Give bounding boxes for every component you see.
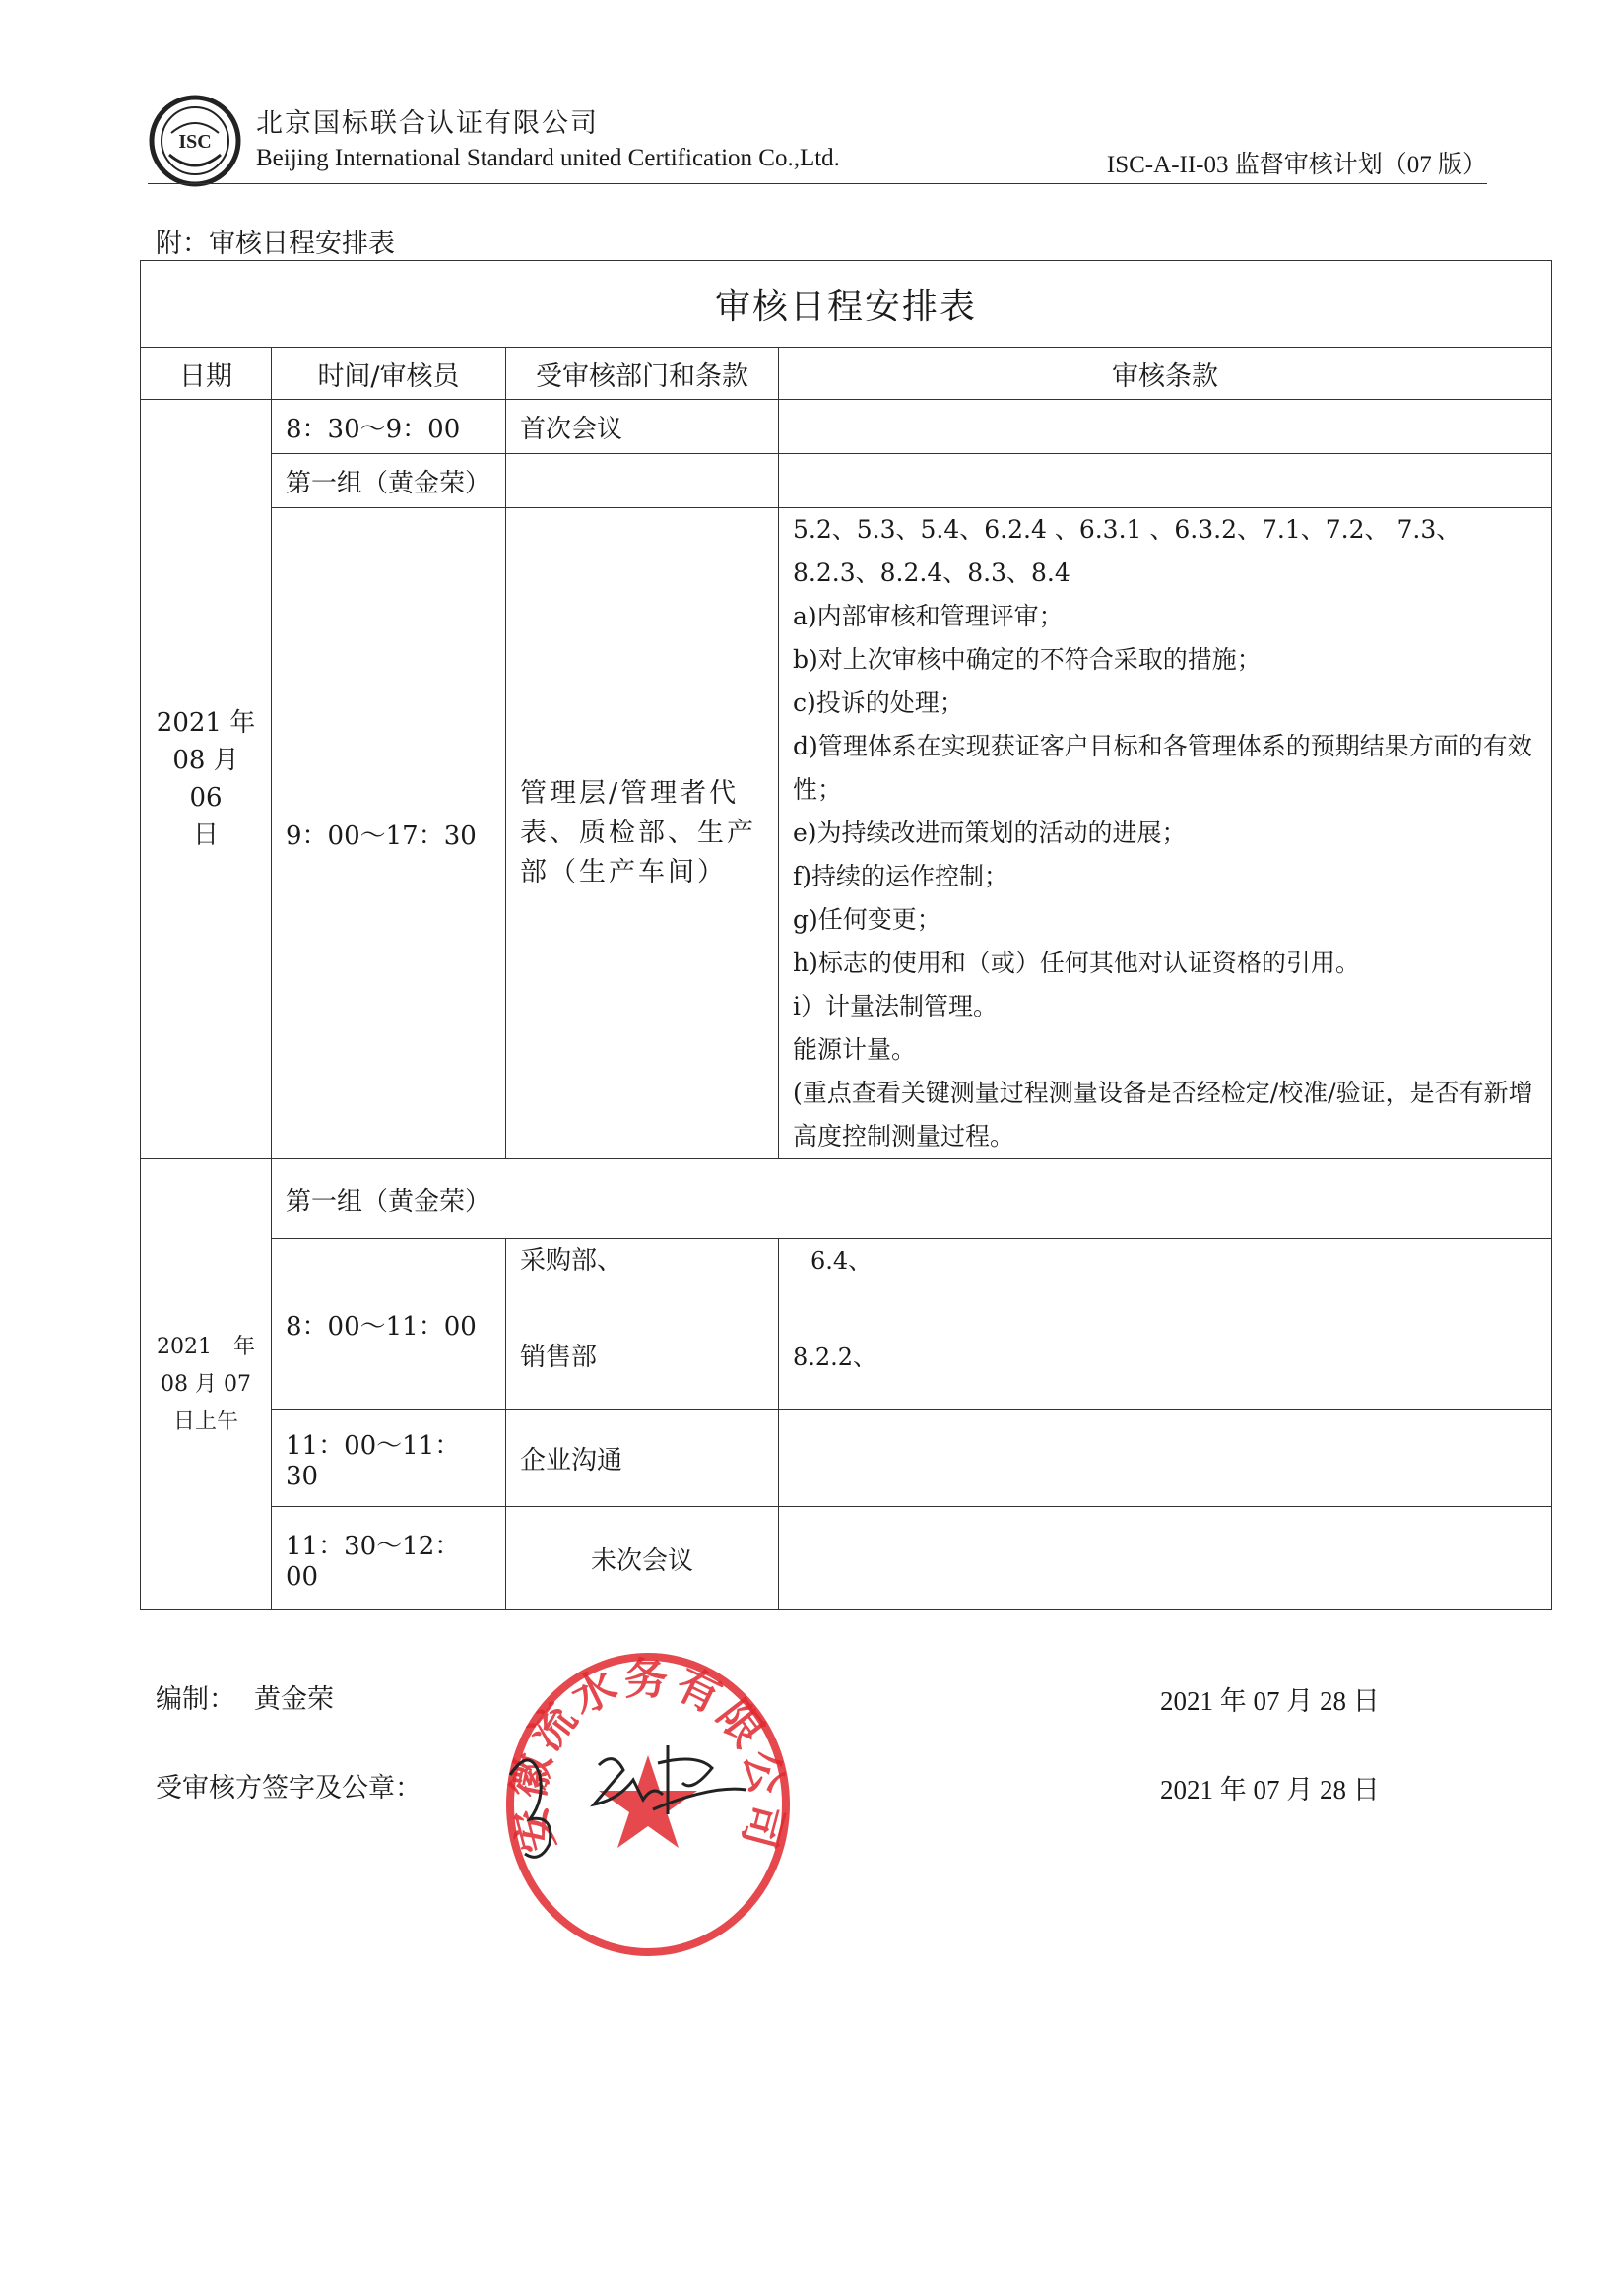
date-text: 08 月 06: [172, 746, 239, 813]
attachment-label: 附：审核日程安排表: [156, 229, 395, 259]
time-cell: 11：30～12：00: [272, 1507, 506, 1610]
svg-text:安徽流水务有限公司: 安徽流水务有限公司: [503, 1654, 793, 1858]
table-row: [141, 400, 1552, 454]
clause-line: c)投诉的处理；: [793, 689, 964, 717]
department-text: 采购部、: [520, 1246, 623, 1276]
auditor-group-cell: 第一组（黄金荣）: [272, 454, 506, 508]
company-name-en: Beijing International Standard united Certification Co.,Ltd.: [256, 145, 840, 171]
time-cell: 9：00～17：30: [272, 508, 506, 1159]
clause-line: e)为持续改进而策划的活动的进展；: [793, 819, 1187, 847]
table-row: [141, 454, 1552, 508]
date-text: 2021 年: [156, 708, 256, 738]
header-divider: [148, 183, 1487, 184]
clause-line: 能源计量。: [793, 1035, 917, 1064]
isc-logo-icon: [148, 94, 242, 188]
clause-list: [779, 508, 1552, 1159]
date-text: 日: [192, 820, 219, 850]
letterhead: [148, 94, 1487, 192]
auditee-date: 2021 年 07 月 28 日: [1160, 1775, 1380, 1804]
department-cell: [506, 1239, 779, 1410]
date-text: 日上午: [172, 1409, 238, 1434]
clause-cell: [779, 400, 1552, 454]
column-header-clauses: 审核条款: [779, 348, 1552, 400]
auditor-group-cell: 第一组（黄金荣）: [272, 1159, 1552, 1239]
table-row: [141, 1239, 1552, 1410]
clause-line: b)对上次审核中确定的不符合采取的措施；: [793, 645, 1262, 674]
department-cell: 企业沟通: [506, 1410, 779, 1507]
clause-line: d)管理体系在实现获证客户目标和各管理体系的预期结果方面的有效性；: [793, 732, 1532, 804]
clause-text: 6.4、: [810, 1247, 873, 1275]
department-cell: 管理层/管理者代表、质检部、生产部（生产车间）: [506, 508, 779, 1159]
column-header-department: 受审核部门和条款: [506, 348, 779, 400]
clause-line: a)内部审核和管理评审；: [793, 602, 1064, 630]
clause-cell: [779, 1239, 1552, 1410]
compiler-date: 2021 年 07 月 28 日: [1160, 1686, 1380, 1716]
clause-text: 8.2.2、: [793, 1344, 877, 1371]
clause-line: 5.2、5.3、5.4、6.2.4 、6.3.1 、6.3.2、7.1、7.2、 7.3、: [793, 515, 1461, 544]
column-header-time-auditor: 时间/审核员: [272, 348, 506, 400]
time-cell: 8：00～11：00: [272, 1239, 506, 1410]
table-row: [141, 1159, 1552, 1239]
clause-line: g)任何变更；: [793, 905, 941, 934]
clause-cell: [779, 1410, 1552, 1507]
form-code: ISC-A-II-03 监督审核计划（07 版）: [1106, 152, 1487, 178]
time-cell: 11：00～11：30: [272, 1410, 506, 1507]
clause-line: (重点查看关键测量过程测量设备是否经检定/校准/验证，是否有新增高度控制测量过程。: [793, 1079, 1533, 1150]
department-text: 销售部: [520, 1343, 598, 1372]
clause-cell: [779, 1507, 1552, 1610]
date-cell-day1: [141, 400, 272, 1159]
column-header-date: 日期: [141, 348, 272, 400]
clause-line: f)持续的运作控制；: [793, 862, 1009, 890]
auditee-signature-label: 受审核方签字及公章：: [156, 1773, 421, 1804]
table-row: [141, 1507, 1552, 1610]
clause-line: h)标志的使用和（或）任何其他对认证资格的引用。: [793, 949, 1360, 977]
table-title: 审核日程安排表: [141, 261, 1552, 348]
table-row: [141, 508, 1552, 1159]
department-cell: [506, 454, 779, 508]
clause-line: i）计量法制管理。: [793, 992, 998, 1020]
department-cell: 首次会议: [506, 400, 779, 454]
company-seal-stamp: [500, 1647, 796, 1962]
date-text: 2021 年: [157, 1334, 255, 1359]
date-cell-day2: [141, 1159, 272, 1610]
table-row: [141, 1410, 1552, 1507]
company-name-cn: 北京国标联合认证有限公司: [256, 108, 599, 139]
department-cell: 未次会议: [506, 1507, 779, 1610]
logo-text: ISC: [178, 131, 212, 153]
column-headers: [141, 348, 1552, 400]
clause-cell: [779, 454, 1552, 508]
time-cell: 8：30～9：00: [272, 400, 506, 454]
compiler-label: 编制：: [156, 1684, 235, 1715]
date-text: 08 月 07: [161, 1371, 251, 1397]
audit-schedule-table: [140, 260, 1552, 1610]
clause-line: 8.2.3、8.2.4、8.3、8.4: [793, 558, 1070, 587]
compiler-name: 黄金荣: [254, 1684, 334, 1715]
